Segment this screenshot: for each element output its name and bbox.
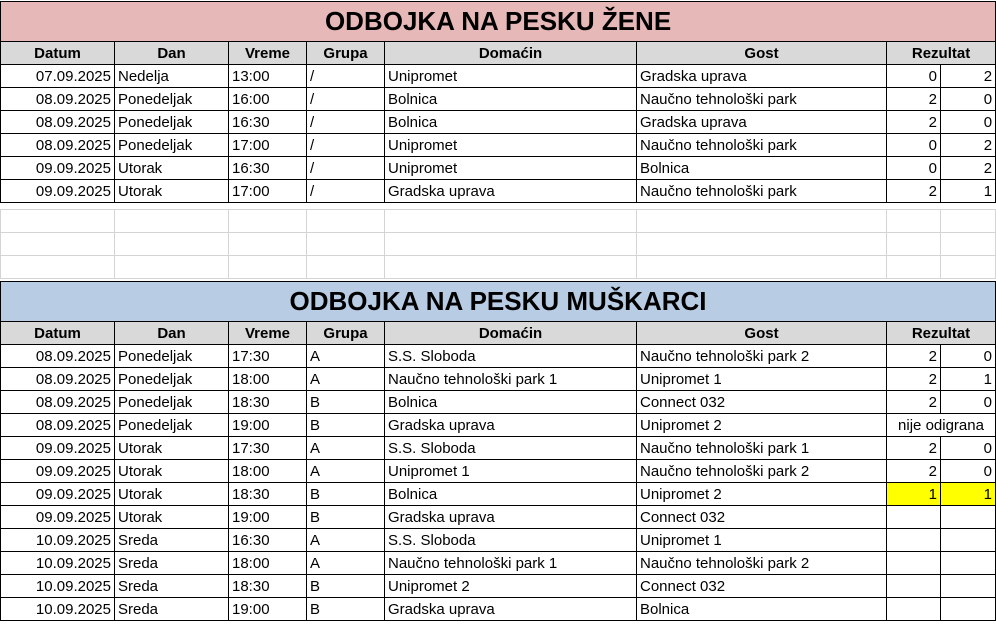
cell-datum[interactable]: 10.09.2025 <box>1 552 115 575</box>
cell-datum[interactable]: 08.09.2025 <box>1 88 115 111</box>
cell-domacin[interactable]: Gradska uprava <box>385 598 637 621</box>
table-row <box>1 506 996 529</box>
cell-rezultat-away[interactable]: 2 <box>941 65 996 88</box>
header-datum: Datum <box>1 42 115 65</box>
cell-rezultat-home[interactable]: 2 <box>887 345 941 368</box>
cell-rezultat-away[interactable]: 2 <box>941 134 996 157</box>
cell-dan[interactable]: Sreda <box>115 552 229 575</box>
cell-domacin[interactable]: Gradska uprava <box>385 414 637 437</box>
header-grupa: Grupa <box>307 42 385 65</box>
cell-vreme[interactable]: 18:30 <box>229 575 307 598</box>
cell-domacin[interactable]: Unipromet <box>385 134 637 157</box>
table-row <box>1 391 996 414</box>
cell-vreme[interactable]: 16:30 <box>229 529 307 552</box>
cell-dan[interactable]: Utorak <box>115 460 229 483</box>
cell-vreme[interactable]: 19:00 <box>229 598 307 621</box>
cell-gost[interactable]: Naučno tehnološki park 2 <box>637 345 887 368</box>
cell-rezultat-home[interactable]: 1 <box>887 483 941 506</box>
table-row <box>1 345 996 368</box>
cell-rezultat-away[interactable]: 1 <box>941 368 996 391</box>
table-row <box>1 575 996 598</box>
cell-vreme[interactable]: 17:30 <box>229 437 307 460</box>
cell-rezultat-away[interactable]: 1 <box>941 483 996 506</box>
header-gost: Gost <box>637 322 887 345</box>
cell-datum[interactable]: 08.09.2025 <box>1 134 115 157</box>
cell-vreme[interactable]: 17:30 <box>229 345 307 368</box>
table-row <box>1 414 996 437</box>
cell-grupa[interactable]: A <box>307 345 385 368</box>
cell-dan[interactable]: Utorak <box>115 483 229 506</box>
cell-rezultat-home[interactable]: 2 <box>887 368 941 391</box>
cell-rezultat-home[interactable] <box>887 598 941 621</box>
cell-rezultat-away[interactable]: 1 <box>941 180 996 203</box>
cell-vreme[interactable]: 16:00 <box>229 88 307 111</box>
cell-vreme[interactable]: 16:30 <box>229 157 307 180</box>
cell-dan[interactable]: Utorak <box>115 506 229 529</box>
table-row <box>1 437 996 460</box>
cell-dan[interactable]: Ponedeljak <box>115 391 229 414</box>
cell-gost[interactable]: Gradska uprava <box>637 65 887 88</box>
cell-rezultat-away[interactable] <box>941 575 996 598</box>
cell-dan[interactable]: Utorak <box>115 180 229 203</box>
table-row <box>1 598 996 621</box>
cell-dan[interactable]: Utorak <box>115 437 229 460</box>
cell-gost[interactable]: Naučno tehnološki park 2 <box>637 460 887 483</box>
cell-rezultat-away[interactable] <box>941 552 996 575</box>
cell-domacin[interactable]: Gradska uprava <box>385 180 637 203</box>
cell-vreme[interactable]: 18:00 <box>229 552 307 575</box>
cell-gost[interactable]: Naučno tehnološki park <box>637 134 887 157</box>
cell-domacin[interactable]: Unipromet <box>385 157 637 180</box>
men-section-title: ODBOJKA NA PESKU MUŠKARCI <box>1 282 996 322</box>
cell-dan[interactable]: Ponedeljak <box>115 368 229 391</box>
cell-grupa[interactable]: A <box>307 552 385 575</box>
cell-dan[interactable]: Ponedeljak <box>115 88 229 111</box>
cell-datum[interactable]: 10.09.2025 <box>1 598 115 621</box>
cell-grupa[interactable]: A <box>307 460 385 483</box>
cell-grupa[interactable]: / <box>307 134 385 157</box>
cell-domacin[interactable]: Unipromet <box>385 65 637 88</box>
cell-domacin[interactable]: Bolnica <box>385 88 637 111</box>
table-row <box>1 157 996 180</box>
cell-datum[interactable]: 08.09.2025 <box>1 345 115 368</box>
cell-rezultat-home[interactable] <box>887 552 941 575</box>
cell-rezultat-home[interactable]: 2 <box>887 460 941 483</box>
table-row <box>1 88 996 111</box>
men-header-row <box>1 322 996 345</box>
cell-rezultat-away[interactable]: 2 <box>941 157 996 180</box>
cell-dan[interactable]: Sreda <box>115 529 229 552</box>
cell-grupa[interactable]: A <box>307 368 385 391</box>
table-row <box>1 111 996 134</box>
cell-vreme[interactable]: 18:00 <box>229 460 307 483</box>
cell-dan[interactable]: Ponedeljak <box>115 414 229 437</box>
cell-datum[interactable]: 08.09.2025 <box>1 414 115 437</box>
cell-datum[interactable]: 09.09.2025 <box>1 437 115 460</box>
cell-dan[interactable]: Utorak <box>115 157 229 180</box>
cell-rezultat-away[interactable]: 0 <box>941 111 996 134</box>
cell-domacin[interactable]: Unipromet 2 <box>385 575 637 598</box>
cell-vreme[interactable]: 18:30 <box>229 483 307 506</box>
header-vreme: Vreme <box>229 42 307 65</box>
header-datum: Datum <box>1 322 115 345</box>
cell-datum[interactable]: 10.09.2025 <box>1 575 115 598</box>
cell-grupa[interactable]: B <box>307 391 385 414</box>
cell-rezultat-home[interactable] <box>887 575 941 598</box>
cell-rezultat-home[interactable] <box>887 529 941 552</box>
header-domacin: Domaćin <box>385 322 637 345</box>
cell-dan[interactable]: Sreda <box>115 598 229 621</box>
cell-grupa[interactable]: / <box>307 180 385 203</box>
cell-gost[interactable]: Connect 032 <box>637 391 887 414</box>
cell-rezultat-away[interactable]: 0 <box>941 437 996 460</box>
cell-datum[interactable]: 09.09.2025 <box>1 483 115 506</box>
table-row <box>1 368 996 391</box>
cell-gost[interactable]: Connect 032 <box>637 575 887 598</box>
cell-datum[interactable]: 09.09.2025 <box>1 460 115 483</box>
header-domacin: Domaćin <box>385 42 637 65</box>
cell-gost[interactable]: Naučno tehnološki park <box>637 88 887 111</box>
cell-grupa[interactable]: B <box>307 598 385 621</box>
cell-dan[interactable]: Ponedeljak <box>115 134 229 157</box>
header-dan: Dan <box>115 322 229 345</box>
cell-grupa[interactable]: B <box>307 414 385 437</box>
cell-datum[interactable]: 08.09.2025 <box>1 368 115 391</box>
cell-rezultat-away[interactable] <box>941 598 996 621</box>
cell-grupa[interactable]: / <box>307 65 385 88</box>
cell-grupa[interactable]: / <box>307 111 385 134</box>
header-rezultat: Rezultat <box>887 42 996 65</box>
cell-datum[interactable]: 07.09.2025 <box>1 65 115 88</box>
cell-vreme[interactable]: 18:00 <box>229 368 307 391</box>
cell-datum[interactable]: 10.09.2025 <box>1 529 115 552</box>
women-schedule-table <box>0 1 996 203</box>
cell-grupa[interactable]: B <box>307 506 385 529</box>
header-vreme: Vreme <box>229 322 307 345</box>
cell-datum[interactable]: 09.09.2025 <box>1 157 115 180</box>
cell-rezultat-home[interactable]: 2 <box>887 180 941 203</box>
header-rezultat: Rezultat <box>887 322 996 345</box>
header-dan: Dan <box>115 42 229 65</box>
cell-gost[interactable]: Unipromet 2 <box>637 414 887 437</box>
cell-gost[interactable]: Connect 032 <box>637 506 887 529</box>
cell-gost[interactable]: Unipromet 1 <box>637 368 887 391</box>
cell-dan[interactable]: Nedelja <box>115 65 229 88</box>
cell-rezultat-away[interactable] <box>941 529 996 552</box>
cell-domacin[interactable]: Naučno tehnološki park 1 <box>385 368 637 391</box>
cell-gost[interactable]: Unipromet 2 <box>637 483 887 506</box>
cell-grupa[interactable]: A <box>307 437 385 460</box>
cell-dan[interactable]: Ponedeljak <box>115 111 229 134</box>
table-row <box>1 529 996 552</box>
cell-rezultat-home[interactable]: 2 <box>887 88 941 111</box>
cell-datum[interactable]: 08.09.2025 <box>1 111 115 134</box>
table-row <box>1 460 996 483</box>
cell-vreme[interactable]: 18:30 <box>229 391 307 414</box>
cell-domacin[interactable]: Bolnica <box>385 391 637 414</box>
men-schedule-table <box>0 281 996 621</box>
cell-grupa[interactable]: A <box>307 529 385 552</box>
cell-rezultat-home[interactable]: 0 <box>887 65 941 88</box>
cell-rezultat-away[interactable]: 0 <box>941 88 996 111</box>
cell-domacin[interactable]: Naučno tehnološki park 1 <box>385 552 637 575</box>
table-row <box>1 134 996 157</box>
cell-gost[interactable]: Unipromet 1 <box>637 529 887 552</box>
cell-rezultat-home[interactable] <box>887 506 941 529</box>
cell-domacin[interactable]: S.S. Sloboda <box>385 529 637 552</box>
table-row <box>1 65 996 88</box>
cell-rezultat-note[interactable]: nije odigrana <box>887 414 996 437</box>
cell-gost[interactable]: Bolnica <box>637 598 887 621</box>
cell-grupa[interactable]: / <box>307 88 385 111</box>
women-header-row <box>1 42 996 65</box>
cell-gost[interactable]: Naučno tehnološki park 1 <box>637 437 887 460</box>
cell-vreme[interactable]: 19:00 <box>229 414 307 437</box>
cell-rezultat-away[interactable]: 0 <box>941 391 996 414</box>
cell-rezultat-away[interactable]: 0 <box>941 460 996 483</box>
cell-datum[interactable]: 09.09.2025 <box>1 180 115 203</box>
cell-rezultat-home[interactable]: 2 <box>887 437 941 460</box>
cell-domacin[interactable]: Bolnica <box>385 483 637 506</box>
header-grupa: Grupa <box>307 322 385 345</box>
table-row <box>1 180 996 203</box>
cell-rezultat-away[interactable] <box>941 506 996 529</box>
cell-vreme[interactable]: 17:00 <box>229 180 307 203</box>
cell-gost[interactable]: Bolnica <box>637 157 887 180</box>
header-gost: Gost <box>637 42 887 65</box>
cell-rezultat-home[interactable]: 0 <box>887 157 941 180</box>
cell-grupa[interactable]: / <box>307 157 385 180</box>
cell-datum[interactable]: 09.09.2025 <box>1 506 115 529</box>
cell-vreme[interactable]: 13:00 <box>229 65 307 88</box>
cell-domacin[interactable]: S.S. Sloboda <box>385 437 637 460</box>
cell-gost[interactable]: Naučno tehnološki park <box>637 180 887 203</box>
cell-vreme[interactable]: 17:00 <box>229 134 307 157</box>
cell-vreme[interactable]: 19:00 <box>229 506 307 529</box>
empty-rows <box>0 209 996 279</box>
cell-gost[interactable]: Naučno tehnološki park 2 <box>637 552 887 575</box>
cell-rezultat-home[interactable]: 2 <box>887 111 941 134</box>
cell-domacin[interactable]: Bolnica <box>385 111 637 134</box>
cell-dan[interactable]: Sreda <box>115 575 229 598</box>
table-row <box>1 483 996 506</box>
cell-grupa[interactable]: B <box>307 575 385 598</box>
cell-domacin[interactable]: Unipromet 1 <box>385 460 637 483</box>
cell-rezultat-home[interactable]: 0 <box>887 134 941 157</box>
cell-dan[interactable]: Ponedeljak <box>115 345 229 368</box>
cell-rezultat-home[interactable]: 2 <box>887 391 941 414</box>
cell-gost[interactable]: Gradska uprava <box>637 111 887 134</box>
cell-domacin[interactable]: S.S. Sloboda <box>385 345 637 368</box>
women-section-title: ODBOJKA NA PESKU ŽENE <box>1 2 996 42</box>
cell-grupa[interactable]: B <box>307 483 385 506</box>
cell-datum[interactable]: 08.09.2025 <box>1 391 115 414</box>
cell-vreme[interactable]: 16:30 <box>229 111 307 134</box>
table-row <box>1 552 996 575</box>
cell-rezultat-away[interactable]: 0 <box>941 345 996 368</box>
cell-domacin[interactable]: Gradska uprava <box>385 506 637 529</box>
